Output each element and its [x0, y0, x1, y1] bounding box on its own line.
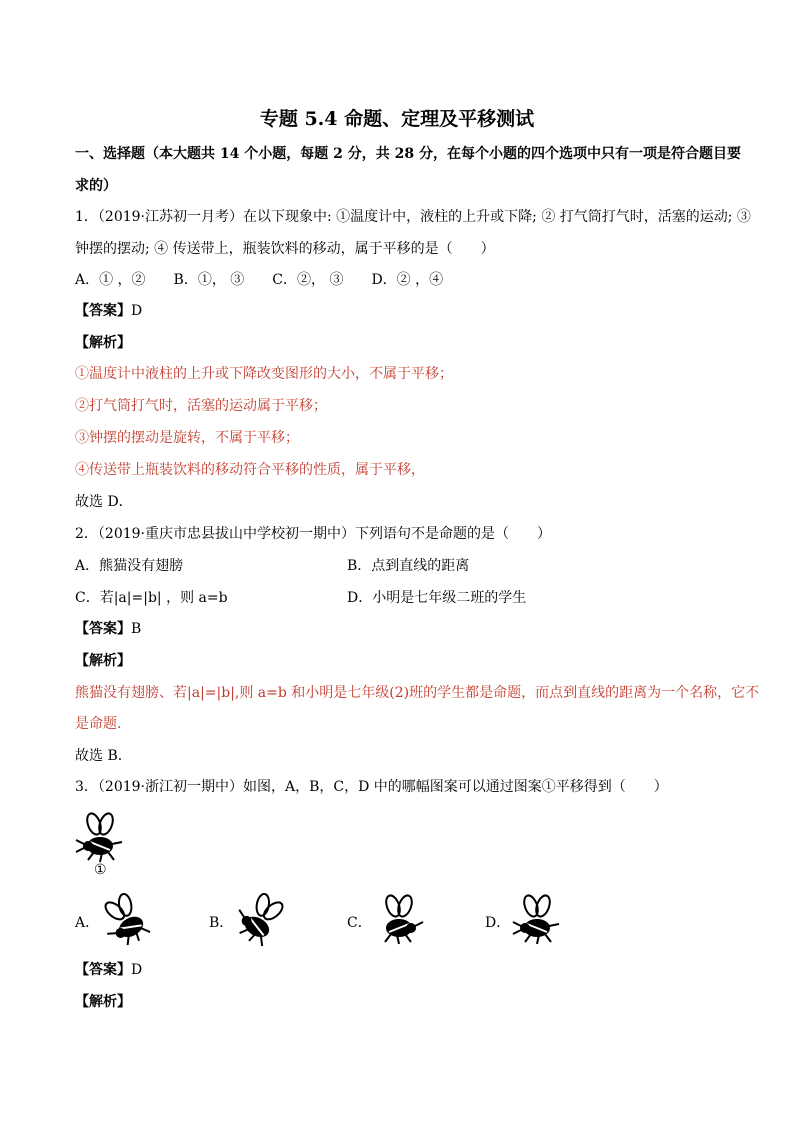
- q2-option-c: C．若|a|=|b| ，则 a=b: [75, 590, 228, 606]
- bee-figure-d: [509, 892, 565, 946]
- q2-analysis-line1: 熊猫没有翅膀、若|a|=|b|,则 a=b 和小明是七年级(2)班的学生都是命题，而点到直线的距离为一个名称，它不: [75, 685, 760, 701]
- q3-label-c: C．: [347, 915, 372, 931]
- q2-stem: 2．（2019·重庆市忠县拔山中学校初一期中）下列语句不是命题的是（ ）: [75, 526, 551, 542]
- q3-label-a: A．: [75, 915, 100, 931]
- q3-stem: 3．（2019·浙江初一期中）如图，A，B，C，D 中的哪幅图案可以通过图案①平移得到（ ）: [75, 779, 668, 795]
- q1-stem-line2: 钟摆的摆动; ④ 传送带上，瓶装饮料的移动，属于平移的是（ ）: [75, 241, 495, 257]
- q1-analysis-label: 【解析】: [75, 335, 131, 351]
- q2-conclusion: 故选 B.: [75, 748, 123, 764]
- figure-label-1: ①: [94, 862, 107, 878]
- q1-stem-line1: 1．（2019·江苏初一月考）在以下现象中: ①温度计中，液柱的上升或下降; ② 打气筒打气时，活塞的运动; ③: [75, 209, 751, 225]
- q1-answer-value: D: [131, 303, 143, 319]
- q2-options-row1: [75, 556, 725, 576]
- q3-answer-label: 【答案】: [75, 962, 131, 978]
- bee-figure-c: [371, 892, 427, 946]
- q2-analysis-label: 【解析】: [75, 653, 131, 669]
- bee-figure-reference: [72, 810, 128, 864]
- q3-answer-value: D: [131, 962, 143, 978]
- q2-option-a: A．熊猫没有翅膀: [75, 558, 184, 574]
- q1-analysis-3: ③钟摆的摆动是旋转，不属于平移；: [75, 430, 299, 446]
- q2-option-b: B．点到直线的距离: [347, 558, 470, 574]
- q3-analysis-label: 【解析】: [75, 994, 131, 1010]
- q3-label-d: D．: [485, 915, 511, 931]
- q3-answer: [75, 960, 725, 980]
- q2-answer: [75, 619, 725, 639]
- q2-answer-value: B: [131, 621, 142, 637]
- section-heading-line1: 一、选择题（本大题共 14 个小题，每题 2 分，共 28 分，在每个小题的四个选项中只有一项是符合题目要: [75, 146, 741, 162]
- q1-analysis-2: ②打气筒打气时，活塞的运动属于平移；: [75, 398, 327, 414]
- q2-option-d: D．小明是七年级二班的学生: [347, 590, 527, 606]
- q2-answer-label: 【答案】: [75, 621, 131, 637]
- q1-analysis-1: ①温度计中液柱的上升或下降改变图形的大小，不属于平移；: [75, 366, 453, 382]
- q1-answer-label: 【答案】: [75, 303, 131, 319]
- bee-figure-b: [233, 892, 289, 946]
- q3-figure-options: [75, 892, 725, 952]
- q1-answer: [75, 301, 725, 321]
- q2-options-row2: [75, 588, 725, 608]
- q3-label-b: B．: [209, 915, 234, 931]
- q1-conclusion: 故选 D．: [75, 494, 133, 510]
- q2-analysis-line2: 是命题.: [75, 716, 122, 732]
- q1-analysis-4: ④传送带上瓶装饮料的移动符合平移的性质，属于平移，: [75, 462, 425, 478]
- section-heading-line2: 求的）: [75, 178, 117, 194]
- page-title: 专题 5.4 命题、定理及平移测试: [259, 108, 535, 130]
- bee-figure-a: [99, 892, 155, 946]
- q1-options: A．① ，② B．①， ③ C．②， ③ D．② ，④: [75, 272, 444, 288]
